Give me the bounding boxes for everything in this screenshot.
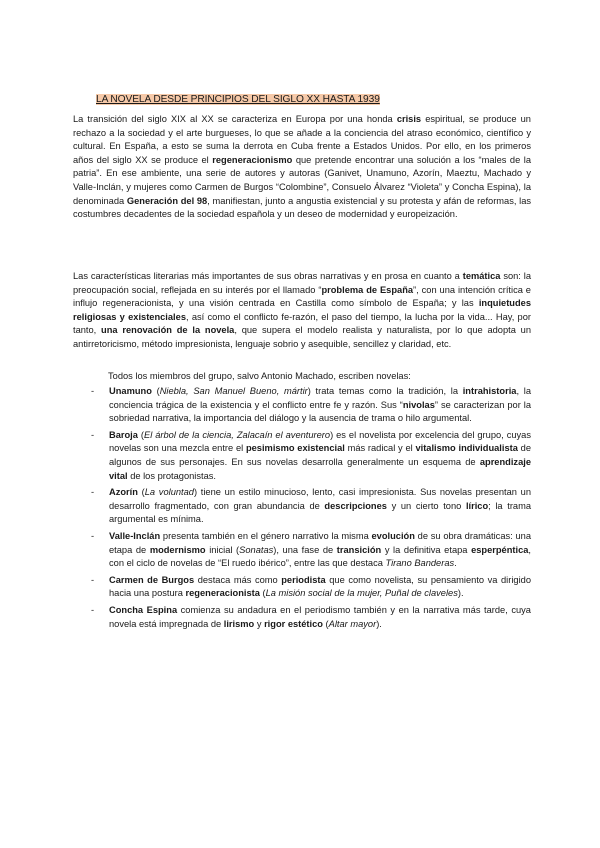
author-item [91, 385, 531, 426]
text-run: Las características literarias más importantes de sus obras narrativas y en prosa en cuanto a [73, 271, 463, 281]
bold-term: lirismo [223, 618, 255, 629]
bold-term: regeneracionismo [212, 154, 293, 165]
text-run: ( [151, 386, 160, 396]
authors-list [91, 385, 531, 634]
bold-term: Baroja [109, 429, 138, 440]
bold-term: problema de España [321, 284, 414, 295]
text-run: ” se caracterizan por la sobriedad narrativa, la importancia del diálogo y la ausencia de trama o hilo argumental. [109, 399, 531, 424]
characteristics-paragraph [73, 270, 531, 352]
text-run: ), una fase de [273, 544, 337, 555]
author-item [91, 530, 531, 571]
bold-term: una renovación de la novela [101, 325, 235, 336]
text-run: inicial ( [205, 544, 240, 555]
text-run: de los protagonistas. [127, 470, 216, 481]
text-run: son: la preocupación social, reflejada en su interés por el llamado “ [73, 271, 531, 295]
bullet-dash: - [91, 487, 95, 498]
author-item [91, 429, 531, 483]
work-title: La misión social de la mujer, Puñal de claveles [265, 588, 458, 599]
text-run: , así como el conflicto fe-razón, el paso del tiempo, la lucha por la vida... Hay, por tanto, [73, 311, 531, 336]
bold-term: vitalismo individualista [415, 443, 518, 454]
text-run: . [454, 558, 457, 569]
text-run: y [254, 618, 265, 629]
bold-term: pesimismo existencial [245, 443, 345, 454]
text-run: más radical y el [344, 443, 416, 454]
bold-term: Generación del 98 [126, 195, 208, 206]
work-title: Tirano Banderas [385, 558, 455, 569]
author-text [109, 575, 531, 599]
work-title: El árbol de la ciencia, Zalacaín el aventurero [144, 429, 331, 440]
bold-term: crisis [396, 114, 422, 124]
title-highlight: LA NOVELA DESDE PRINCIPIOS DEL SIGLO XX HASTA 1939 [96, 94, 380, 105]
intro-paragraph [73, 113, 531, 222]
text-run: , con el ciclo de novelas de “El ruedo ibérico”, entre las que destaca [109, 544, 532, 569]
work-title: La voluntad [144, 487, 194, 498]
text-run: , que supera el modelo realista y naturalista, por lo que adopta un antirretoricismo, método impresionista, lenguaje sobrio y asequible, sencillez y claridad, etc. [73, 325, 532, 349]
text-run: de su obra dramáticas: una etapa de [109, 530, 531, 555]
text-run: que como novelista, su pensamiento va dirigido hacia una postura [109, 574, 531, 599]
work-title: Sonatas [239, 544, 274, 555]
bold-term: temática [462, 271, 501, 281]
bold-term: regeneracionista [185, 588, 260, 599]
authors-intro: Todos los miembros del grupo, salvo Antonio Machado, escriben novelas: [108, 371, 411, 381]
text-run: ( [259, 588, 266, 599]
author-text [109, 386, 531, 423]
text-run: ). [457, 588, 464, 599]
text-run: espiritual, se produce un rechazo a la sociedad y el arte burgueses, lo que se añade a la conciencia del atraso económico, científico y cultural. En España, a esto se suma la derrota en Cuba frente a Estados Unidos. Por ello, en los primeros años del siglo XX se produce el [73, 114, 531, 165]
text-run: ”, con una intención crítica e influjo regeneracionista, y una visión centrada en Castilla como símbolo de España; y las [73, 284, 531, 309]
text-run: , manifiestan, junto a angustia existencial y su protesta y afán de reformas, las costumbres decadentes de la sociedad española y un deseo de modernidad y europeización. [73, 195, 532, 220]
author-text [109, 531, 531, 568]
text-run: comienza su andadura en el periodismo también y en la narrativa más tarde, cuya novela está impregnada de [109, 604, 531, 629]
bold-term: Carmen de Burgos [109, 574, 195, 585]
text-run: que pretende encontrar una solución a los “males de la patria”. En ese ambiente, una serie de autores y autoras (Ganivet, Unamuno, Azorín, Maeztu, Machado y Valle-Inclán, y mujeres como Carmen de Burgos “Colombine”, Consuelo Álvarez “Violeta” y Concha Espina), la denominada [73, 154, 531, 206]
bold-term: transición [336, 544, 382, 555]
bold-term: rigor estético [264, 618, 323, 629]
text-run: ; la trama argumental es mínima. [109, 500, 532, 525]
bullet-dash: - [91, 429, 95, 440]
author-item [91, 486, 531, 527]
author-item [91, 574, 531, 601]
bold-term: esperpéntica [471, 544, 529, 555]
author-text [109, 605, 531, 629]
bold-term: evolución [371, 530, 415, 541]
text-run: ) es el novelista por excelencia del grupo, cuyas novelas son una mezcla entre el [109, 429, 531, 454]
text-run: y un cierto tono [386, 500, 466, 511]
bold-term: Unamuno [109, 386, 152, 396]
bold-term: aprendizaje vital [109, 456, 531, 481]
author-text [109, 430, 531, 481]
text-run: , la conciencia trágica de la existencia y el conflicto entre fe y razón. Sus “ [109, 386, 531, 410]
bullet-dash: - [91, 530, 95, 541]
bullet-dash: - [91, 574, 95, 585]
text-run: ) trata temas como la tradición, la [307, 386, 463, 396]
author-text [109, 487, 531, 524]
bold-term: Concha Espina [109, 604, 178, 615]
author-item [91, 604, 531, 631]
text-run: ( [137, 487, 145, 498]
bold-term: descripciones [324, 500, 387, 511]
text-run: ( [322, 618, 329, 629]
work-title: Niebla, San Manuel Bueno, mártir [159, 386, 308, 396]
bold-term: inquietudes religiosas y existenciales [73, 298, 531, 322]
work-title: Altar mayor [328, 618, 377, 629]
text-run: presenta también en el género narrativo la misma [160, 530, 372, 541]
bold-term: Valle-Inclán [109, 530, 161, 541]
text-run: ( [137, 429, 144, 440]
text-run: destaca más como [194, 574, 282, 585]
text-run: ). [376, 618, 382, 629]
bold-term: nivolas [402, 399, 435, 410]
bullet-dash: - [91, 386, 95, 396]
text-run: La transición del siglo XIX al XX se caracteriza en Europa por una honda [73, 114, 397, 124]
text-run: ) tiene un estilo minucioso, lento, casi impresionista. Sus novelas presentan un desarrollo fragmentado, con gran abundancia de [109, 487, 531, 511]
text-run: y la definitiva etapa [381, 544, 472, 555]
bullet-dash: - [91, 604, 95, 615]
bold-term: intrahistoria [462, 386, 517, 396]
text-run: de algunos de sus personajes. En sus novelas desarrolla generalmente un esquema de [109, 443, 532, 467]
bold-term: periodista [281, 574, 326, 585]
document-title [96, 94, 380, 105]
bold-term: modernismo [149, 544, 206, 555]
bold-term: lírico [465, 500, 489, 511]
bold-term: Azorín [109, 487, 138, 498]
